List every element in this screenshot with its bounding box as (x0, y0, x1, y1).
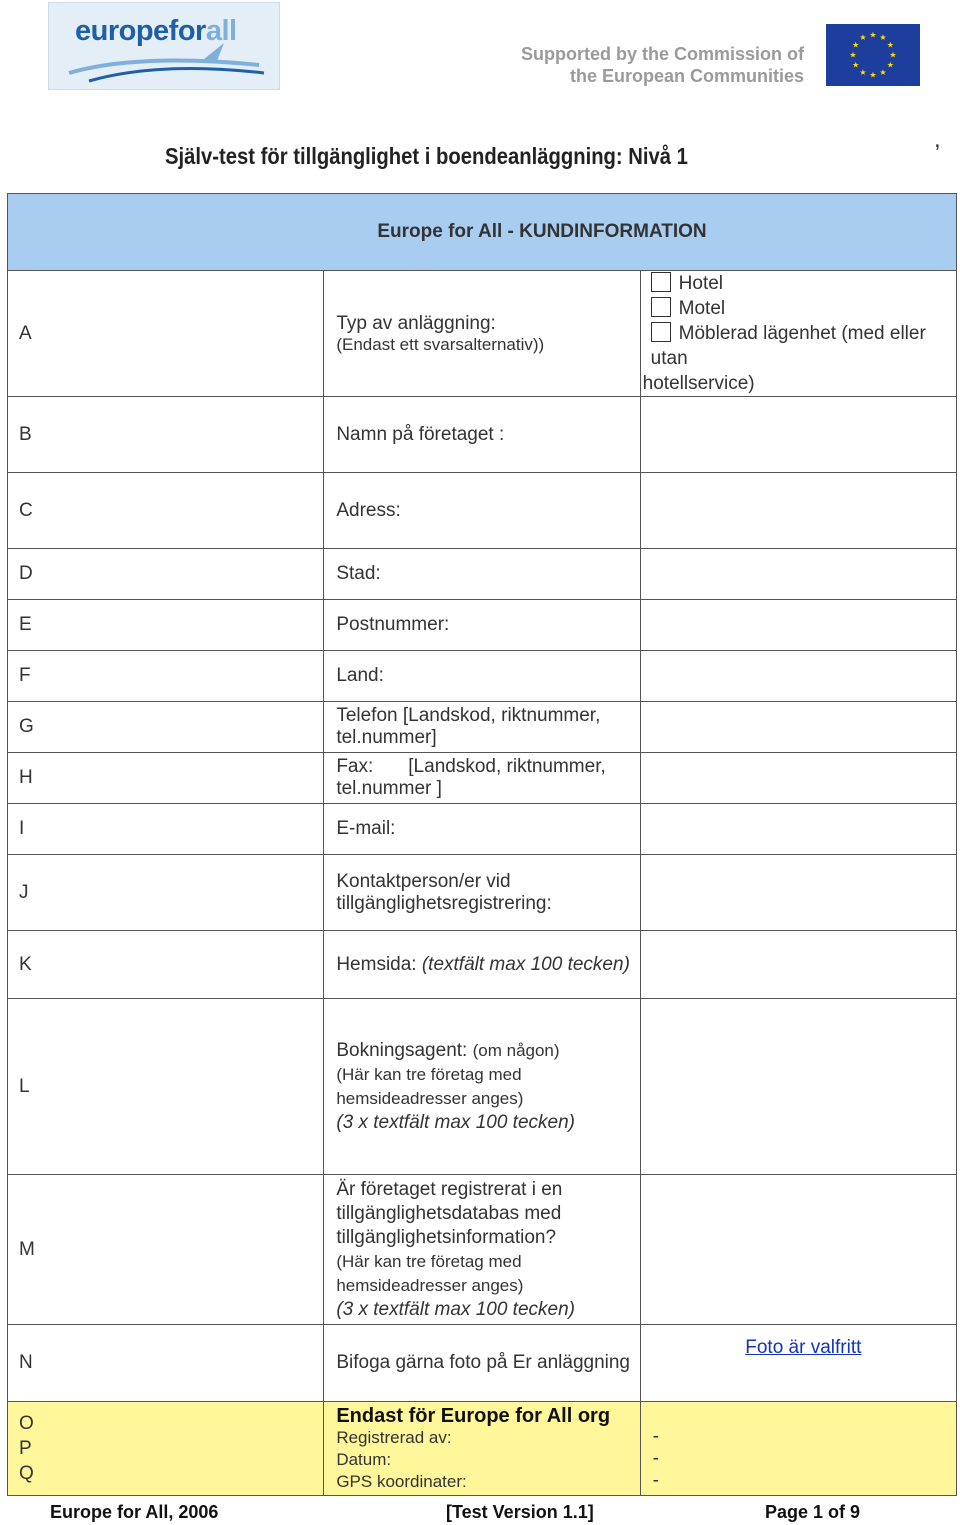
footer-right: Page 1 of 9 (765, 1502, 861, 1522)
row-i (8, 804, 957, 855)
contact-person-label: Kontaktperson/er vid tillgänglighetsregistrering: (324, 855, 640, 931)
email-field[interactable] (640, 804, 956, 855)
row-e (8, 600, 957, 651)
row-letter: M (8, 1175, 324, 1325)
booking-agent-field[interactable] (640, 999, 956, 1175)
row-k (8, 931, 957, 999)
facility-type-options (640, 271, 956, 397)
postcode-field[interactable] (640, 600, 956, 651)
row-f (8, 651, 957, 702)
row-h (8, 753, 957, 804)
option-apartment-cont: hotellservice) (642, 373, 755, 394)
page-title: Själv-test för tillgänglighet i boendeanläggning: Nivå 1 (165, 143, 688, 169)
row-c (8, 473, 957, 549)
option-apartment[interactable]: Möblerad lägenhet (med eller utan (650, 323, 926, 369)
europeforall-logo (48, 2, 280, 90)
fax-label: Fax: [Landskod, riktnummer, tel.nummer ] (324, 753, 640, 804)
row-letter: B (8, 397, 324, 473)
city-label: Stad: (324, 549, 640, 600)
row-label (324, 271, 640, 397)
row-letter: K (8, 931, 324, 999)
eu-star-icon: ★ (859, 67, 867, 77)
accessibility-db-label: Är företaget registrerat i en tillgänglighetsdatabas med tillgänglighetsinformation? (Här kan tre företag med hemsideadresser anges) (3 x textfält max 100 tecken) (324, 1175, 640, 1325)
eu-star-icon: ★ (879, 67, 887, 77)
row-letter: H (8, 753, 324, 804)
table-header: Europe for All - KUNDINFORMATION (8, 194, 957, 271)
eu-flag-icon (826, 24, 920, 86)
row-n (8, 1325, 957, 1402)
footer-left: Europe for All, 2006 (50, 1502, 219, 1522)
eu-star-icon: ★ (886, 60, 894, 70)
city-field[interactable] (640, 549, 956, 600)
eu-star-icon: ★ (849, 50, 857, 60)
photo-label: Bifoga gärna foto på Er anläggning (324, 1325, 640, 1402)
row-letter: C (8, 473, 324, 549)
eu-star-icon: ★ (889, 50, 897, 60)
row-letter: A (8, 271, 324, 397)
checkbox[interactable] (651, 272, 671, 292)
accessibility-db-field[interactable] (640, 1175, 956, 1325)
eu-star-icon: ★ (869, 30, 877, 40)
booking-agent-label: Bokningsagent: (om någon) (Här kan tre företag med hemsideadresser anges) (3 x textfält max 100 tecken) (324, 999, 640, 1175)
row-letter: G (8, 702, 324, 753)
fax-field[interactable] (640, 753, 956, 804)
eu-star-icon: ★ (886, 40, 894, 50)
row-letter: N (8, 1325, 324, 1402)
row-j (8, 855, 957, 931)
row-g (8, 702, 957, 753)
option-hotel[interactable]: Hotel (651, 271, 956, 296)
phone-field[interactable] (640, 702, 956, 753)
supported-by-text: Supported by the Commission of the European Communities (520, 44, 804, 86)
footer-center: [Test Version 1.1] (446, 1502, 594, 1522)
postcode-label: Postnummer: (324, 600, 640, 651)
row-m (8, 1175, 957, 1325)
eu-star-icon: ★ (852, 60, 860, 70)
facility-type-label: Typ av anläggning: (336, 312, 496, 334)
row-b (8, 397, 957, 473)
row-a (8, 271, 957, 397)
internal-use-label: Endast för Europe for All org Registrerad av: Datum: GPS koordinater: (324, 1402, 640, 1496)
eu-star-icon: ★ (879, 33, 887, 43)
checkbox[interactable] (651, 297, 671, 317)
eu-star-icon: ★ (869, 70, 877, 80)
row-opq (8, 1402, 957, 1496)
company-name-label: Namn på företaget : (324, 397, 640, 473)
internal-use-values: - - - (640, 1402, 956, 1496)
country-label: Land: (324, 651, 640, 702)
logo-text: europeforall (75, 15, 237, 47)
row-letter: F (8, 651, 324, 702)
row-letter: L (8, 999, 324, 1175)
eu-star-icon: ★ (852, 40, 860, 50)
stray-comma: , (934, 126, 941, 153)
website-field[interactable] (640, 931, 956, 999)
photo-field (640, 1325, 956, 1402)
phone-label: Telefon [Landskod, riktnummer, tel.nummer] (324, 702, 640, 753)
facility-type-hint: (Endast ett svarsalternativ)) (336, 334, 545, 354)
email-label: E-mail: (324, 804, 640, 855)
company-name-field[interactable] (640, 397, 956, 473)
eu-star-icon: ★ (859, 33, 867, 43)
row-letters-opq: O P Q (8, 1402, 324, 1496)
row-letter: E (8, 600, 324, 651)
row-d (8, 549, 957, 600)
checkbox[interactable] (651, 322, 671, 342)
website-label: Hemsida: (textfält max 100 tecken) (324, 931, 640, 999)
contact-person-field[interactable] (640, 855, 956, 931)
row-letter: J (8, 855, 324, 931)
option-motel[interactable]: Motel (651, 296, 956, 321)
customer-info-table (7, 193, 957, 1496)
photo-optional-link[interactable]: Foto är valfritt (745, 1337, 862, 1358)
row-l (8, 999, 957, 1175)
address-label: Adress: (324, 473, 640, 549)
row-letter: I (8, 804, 324, 855)
address-field[interactable] (640, 473, 956, 549)
row-letter: D (8, 549, 324, 600)
country-field[interactable] (640, 651, 956, 702)
